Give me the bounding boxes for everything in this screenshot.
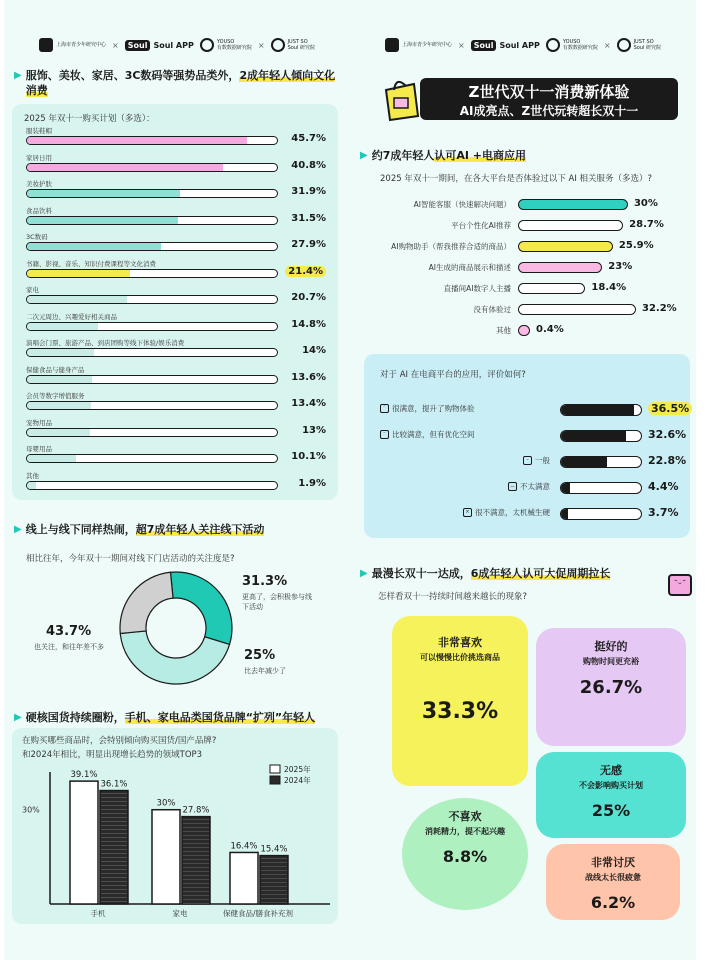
- ai-eval-value: 22.8%: [648, 454, 687, 467]
- soul-icon: Soul: [471, 40, 497, 51]
- ai-service-row: [350, 322, 696, 341]
- ai-eval-text: 很满意，提升了购物体验: [392, 404, 475, 413]
- left-panel: [4, 0, 350, 960]
- category-label: 手机: [90, 909, 106, 918]
- ai-service-bar: [518, 199, 628, 210]
- tile-desc: 战线太长很疲惫: [585, 873, 641, 882]
- duration-tile: [536, 628, 686, 746]
- purchase-plan-row: [12, 232, 338, 255]
- bar-track: [26, 428, 278, 437]
- bar-track: [26, 269, 278, 278]
- youso-icon: [546, 38, 560, 52]
- rating-face-icon: ×: [463, 508, 472, 517]
- tile-value: 6.2%: [590, 893, 636, 912]
- org1-logo: 上海市青少年研究中心: [39, 38, 106, 52]
- bar-track: [26, 375, 278, 384]
- triangle-bullet-icon: ▶: [360, 150, 368, 161]
- ai-service-value: 18.4%: [591, 282, 627, 293]
- purchase-plan-row: [12, 471, 338, 494]
- bar-value: 13.4%: [291, 398, 326, 409]
- ai-services-bars: [350, 196, 696, 356]
- bar-label: 书籍、影视、音乐、知识付费课程等文化消费: [26, 259, 156, 268]
- title-banner: [420, 78, 678, 120]
- ai-eval-label: [463, 507, 550, 518]
- bar-1-0: [152, 810, 180, 904]
- ai-service-label: 直播间AI数字人主播: [443, 284, 511, 293]
- domestic-brand-card: [12, 728, 338, 924]
- tile-heading: 无感: [600, 764, 622, 777]
- triangle-bullet-icon: ▶: [360, 568, 368, 579]
- duration-tile: [546, 844, 680, 920]
- duration-tile: [402, 798, 528, 910]
- ai-service-value: 23%: [608, 261, 633, 272]
- tile-heading: 非常喜欢: [438, 636, 482, 649]
- bar-track: [26, 348, 278, 357]
- bar-fill: [27, 217, 178, 224]
- bar-label: 演唱会门票、旅游产品、到店团购等线下体验/娱乐消费: [26, 339, 185, 347]
- tile-desc: 购物时间更充裕: [583, 657, 639, 666]
- category-label: 保健食品/膳食补充剂: [222, 909, 294, 918]
- ai-service-bar: [518, 220, 623, 231]
- ai-eval-fill: [561, 431, 626, 441]
- legend-label: 2025年: [284, 765, 311, 774]
- smile-sticker-icon: ˘ᵕ˘: [668, 574, 692, 596]
- ai-eval-label: [508, 481, 550, 492]
- bar-value: 10.1%: [291, 451, 326, 462]
- bar-value-label: 30%: [156, 798, 176, 809]
- tile-value: 25%: [591, 801, 631, 820]
- donut-chart: [116, 568, 236, 688]
- ai-services-subtitle: 2025 年双十一期间，在各大平台是否体验过以下 AI 相关服务（多选）?: [380, 174, 653, 184]
- section3-heading: ▶ 硬核国货持续圈粉，手机、家电品类国货品牌“扩列”年轻人: [14, 711, 316, 724]
- category-label: 家电: [172, 909, 188, 918]
- tile-desc: 消耗精力，提不起兴趣: [425, 827, 505, 836]
- bar-label: 家居日用: [26, 153, 52, 162]
- ai-eval-value: 4.4%: [648, 480, 679, 493]
- ai-eval-bars: [364, 398, 690, 528]
- ai-service-bar: [518, 325, 530, 336]
- bar-fill: [27, 270, 130, 277]
- ai-service-label: 平台个性化AI推荐: [451, 221, 511, 230]
- ai-eval-text: 比较满意，但有优化空间: [392, 430, 475, 439]
- purchase-plan-row: [12, 391, 338, 414]
- ai-service-label: AI购物助手（帮我推荐合适的商品）: [391, 242, 511, 251]
- org1-mark-icon: [385, 38, 399, 52]
- bar-value: 14%: [302, 345, 326, 356]
- triangle-bullet-icon: ▶: [14, 524, 22, 535]
- bar-label: 母婴用品: [26, 445, 52, 453]
- bar-track: [26, 295, 278, 304]
- ai-eval-fill: [561, 509, 568, 519]
- ai-service-label: 其他: [496, 326, 511, 335]
- right-panel: [350, 0, 696, 960]
- donut-label-higher-text: 更高了，会积极参与线下活动: [242, 593, 312, 611]
- domestic-bar-chart: [12, 728, 338, 924]
- ai-eval-text: 一般: [535, 456, 550, 465]
- ai-eval-row: [364, 502, 690, 526]
- ai-service-value: 28.7%: [629, 219, 664, 230]
- purchase-plan-row: [12, 418, 338, 441]
- banner-subtitle: AI成亮点、Z世代玩转超长双十一: [459, 104, 639, 118]
- bar-fill: [27, 164, 223, 171]
- soul-app-logo: Soul Soul APP: [471, 40, 540, 51]
- purchase-plan-subtitle: 2025 年双十一购买计划（多选）：: [24, 114, 155, 124]
- ai-eval-track: [560, 508, 642, 520]
- ai-service-row: [350, 217, 696, 236]
- bar-value: 31.9%: [291, 186, 326, 197]
- bar-value-label: 39.1%: [70, 770, 98, 781]
- org1-logo: 上海市青少年研究中心: [385, 38, 452, 52]
- bar-label: 服装鞋帽: [26, 127, 52, 135]
- ai-eval-text: 不太满意: [520, 482, 550, 491]
- domestic-subtitle-2: 和2024年相比，明显出现增长趋势的领域TOP3: [22, 750, 203, 760]
- ai-service-row: [350, 280, 696, 299]
- donut-label-same-value: 43.7%: [46, 624, 92, 639]
- logo-strip: 上海市青少年研究中心 × Soul Soul APP YOUSO 有数数据研究院 × JUST SO Soul 研究院: [4, 30, 350, 60]
- tile-value: 8.8%: [442, 847, 488, 866]
- purchase-plan-row: [12, 153, 338, 176]
- bar-fill: [27, 323, 98, 330]
- ai-eval-value: 36.5%: [648, 402, 692, 415]
- purchase-plan-card: [12, 104, 338, 500]
- bar-fill: [27, 429, 90, 436]
- bar-track: [26, 163, 278, 172]
- duration-tile: [536, 752, 686, 838]
- purchase-plan-row: [12, 365, 338, 388]
- bar-fill: [27, 296, 127, 303]
- org1-mark-icon: [39, 38, 53, 52]
- ai-service-label: AI生成的商品展示和描述: [428, 263, 511, 272]
- legend-swatch: [270, 776, 280, 784]
- bar-fill: [27, 190, 180, 197]
- purchase-plan-row: [12, 259, 338, 282]
- bar-2-0: [230, 852, 258, 904]
- bar-track: [26, 454, 278, 463]
- tile-value: 26.7%: [579, 677, 643, 698]
- ai-service-value: 30%: [633, 198, 658, 209]
- purchase-plan-row: [12, 285, 338, 308]
- bar-fill: [27, 455, 76, 462]
- ai-eval-card: [364, 354, 690, 538]
- bar-label: 保健食品与健身产品: [26, 365, 85, 374]
- bar-fill: [27, 482, 36, 489]
- donut-label-less-value: 25%: [244, 648, 276, 663]
- shopping-bag-icon: [380, 72, 420, 122]
- purchase-plan-row: [12, 312, 338, 335]
- justso-logo: JUST SO Soul 研究院: [617, 38, 661, 52]
- ai-eval-value: 32.6%: [648, 428, 687, 441]
- purchase-plan-row: [12, 179, 338, 202]
- bar-1-1: [182, 817, 210, 904]
- ai-eval-track: [560, 456, 642, 468]
- bar-label: 美妆护肤: [26, 180, 52, 188]
- tile-heading: 不喜欢: [448, 810, 482, 823]
- bar-value: 14.8%: [291, 318, 326, 330]
- bar-track: [26, 401, 278, 410]
- bar-value-label: 16.4%: [230, 841, 258, 852]
- ai-eval-label: [380, 429, 475, 440]
- bar-label: 会员等数字增值服务: [26, 392, 85, 400]
- offline-donut: [116, 568, 236, 688]
- justso-icon: [271, 38, 285, 52]
- legend-swatch: [270, 765, 280, 773]
- ai-service-row: [350, 301, 696, 320]
- youso-logo: YOUSO 有数数据研究院: [200, 38, 252, 52]
- bar-label: 宠物用品: [26, 418, 52, 427]
- bar-label: 家电: [26, 286, 39, 294]
- tile-value: 33.3%: [421, 699, 499, 724]
- bar-value: 31.5%: [291, 212, 326, 224]
- duration-subtitle: 怎样看双十一持续时间越来越长的现象?: [378, 592, 528, 602]
- ai-service-bar: [518, 241, 613, 252]
- ai-eval-row: [364, 398, 690, 422]
- ai-eval-row: [364, 424, 690, 448]
- ai-service-bar: [518, 304, 636, 315]
- bar-fill: [27, 349, 94, 356]
- duration-tile: [392, 616, 528, 786]
- ai-service-label: AI智能客服（快速解决问题）: [413, 200, 511, 209]
- bar-value: 45.7%: [291, 133, 326, 144]
- justso-logo: JUST SO Soul 研究院: [271, 38, 315, 52]
- rating-face-icon: ᵕ: [380, 430, 389, 439]
- bar-label: 食品饮料: [26, 206, 52, 215]
- ai-service-row: [350, 238, 696, 257]
- tile-heading: 非常讨厌: [591, 856, 635, 869]
- ai-eval-track: [560, 430, 642, 442]
- ai-eval-fill: [561, 483, 570, 493]
- ai-eval-label: [380, 403, 475, 414]
- ai-eval-subtitle: 对于 AI 在电商平台的应用，评价如何?: [380, 370, 526, 380]
- purchase-plan-row: [12, 338, 338, 361]
- bar-value: 40.8%: [291, 159, 326, 171]
- bar-track: [26, 481, 278, 490]
- purchase-plan-row: [12, 126, 338, 149]
- donut-label-less-text: 比去年减少了: [244, 667, 286, 675]
- donut-label-same-text: 也关注，和往年差不多: [34, 643, 104, 651]
- legend-label: 2024年: [284, 776, 311, 785]
- section1-heading: ▶ 服饰、美妆、家居、3C数码等强势品类外，2成年轻人倾向文化消费: [14, 69, 336, 97]
- donut-slice-1: [120, 631, 229, 684]
- tile-desc: 不会影响购买计划: [579, 781, 643, 790]
- ai-eval-text: 很不满意，太机械生硬: [475, 508, 550, 517]
- bar-value: 1.9%: [298, 477, 326, 489]
- tile-heading: 挺好的: [594, 640, 628, 653]
- triangle-bullet-icon: ▶: [14, 70, 22, 81]
- bar-value: 27.9%: [291, 239, 326, 250]
- bar-track: [26, 216, 278, 225]
- soul-icon: Soul: [125, 40, 151, 51]
- bar-value: 13.6%: [291, 371, 326, 383]
- bar-value-label: 36.1%: [100, 779, 128, 790]
- ai-service-value: 32.2%: [642, 303, 677, 314]
- bar-track: [26, 189, 278, 198]
- ai-eval-row: [364, 476, 690, 500]
- bar-value-label: 27.8%: [182, 805, 210, 816]
- section4-heading: ▶ 约7成年轻人认可AI +电商应用: [360, 149, 527, 162]
- donut-slice-0: [171, 572, 232, 644]
- tile-desc: 可以慢慢比价挑选商品: [420, 653, 500, 662]
- justso-icon: [617, 38, 631, 52]
- ai-service-row: [350, 196, 696, 215]
- bar-fill: [27, 243, 161, 250]
- bar-fill: [27, 137, 247, 144]
- rating-face-icon: –: [523, 456, 532, 465]
- ai-service-bar: [518, 262, 602, 273]
- bar-track: [26, 242, 278, 251]
- section6-heading: ▶ 最漫长双十一达成，6成年轻人认可大促周期拉长: [360, 567, 611, 580]
- purchase-plan-row: [12, 444, 338, 467]
- bar-track: [26, 136, 278, 145]
- rating-face-icon: ᵔ: [380, 404, 389, 413]
- bar-label: 3C数码: [26, 233, 48, 241]
- ai-eval-track: [560, 482, 642, 494]
- banner-title: Z世代双十一消费新体验: [468, 83, 630, 101]
- ai-service-row: [350, 259, 696, 278]
- bar-0-0: [70, 781, 98, 904]
- bar-label: 二次元周边、兴趣爱好相关商品: [26, 312, 117, 321]
- section2-heading: ▶ 线上与线下同样热闹，超7成年轻人关注线下活动: [14, 523, 265, 536]
- youso-logo: YOUSO 有数数据研究院: [546, 38, 598, 52]
- domestic-subtitle-1: 在购买哪些商品时，会特别倾向购买国货/国产品牌?: [22, 736, 217, 746]
- bar-value-label: 15.4%: [260, 844, 288, 855]
- donut-slice-2: [120, 572, 173, 633]
- ai-eval-fill: [561, 405, 634, 415]
- ai-eval-value: 3.7%: [648, 506, 679, 519]
- ai-service-value: 0.4%: [536, 324, 564, 335]
- ai-eval-label: [523, 455, 550, 466]
- soul-app-logo: Soul Soul APP: [125, 40, 194, 51]
- logo-strip-right: 上海市青少年研究中心 × Soul Soul APP YOUSO 有数数据研究院 × JUST SO Soul 研究院: [350, 30, 696, 60]
- offline-subtitle: 相比往年，今年双十一期间对线下门店活动的关注度是?: [26, 554, 235, 564]
- bar-label: 其他: [26, 471, 39, 480]
- youso-icon: [200, 38, 214, 52]
- ai-service-label: 没有体验过: [473, 305, 511, 314]
- ai-service-value: 25.9%: [618, 240, 654, 251]
- ai-eval-fill: [561, 457, 607, 467]
- bar-0-1: [100, 791, 128, 904]
- y-tick-label: 30%: [22, 805, 40, 815]
- bar-value: 13%: [302, 424, 326, 436]
- ai-eval-row: [364, 450, 690, 474]
- bar-fill: [27, 402, 91, 409]
- ai-eval-track: [560, 404, 642, 416]
- ai-service-bar: [518, 283, 585, 294]
- bar-value: 21.4%: [285, 266, 326, 277]
- bar-value: 20.7%: [291, 292, 326, 303]
- bar-track: [26, 322, 278, 331]
- rating-face-icon: ︵: [509, 483, 515, 489]
- bar-fill: [27, 376, 92, 383]
- triangle-bullet-icon: ▶: [14, 712, 22, 723]
- purchase-plan-row: [12, 206, 338, 229]
- donut-label-higher-value: 31.3%: [242, 574, 288, 589]
